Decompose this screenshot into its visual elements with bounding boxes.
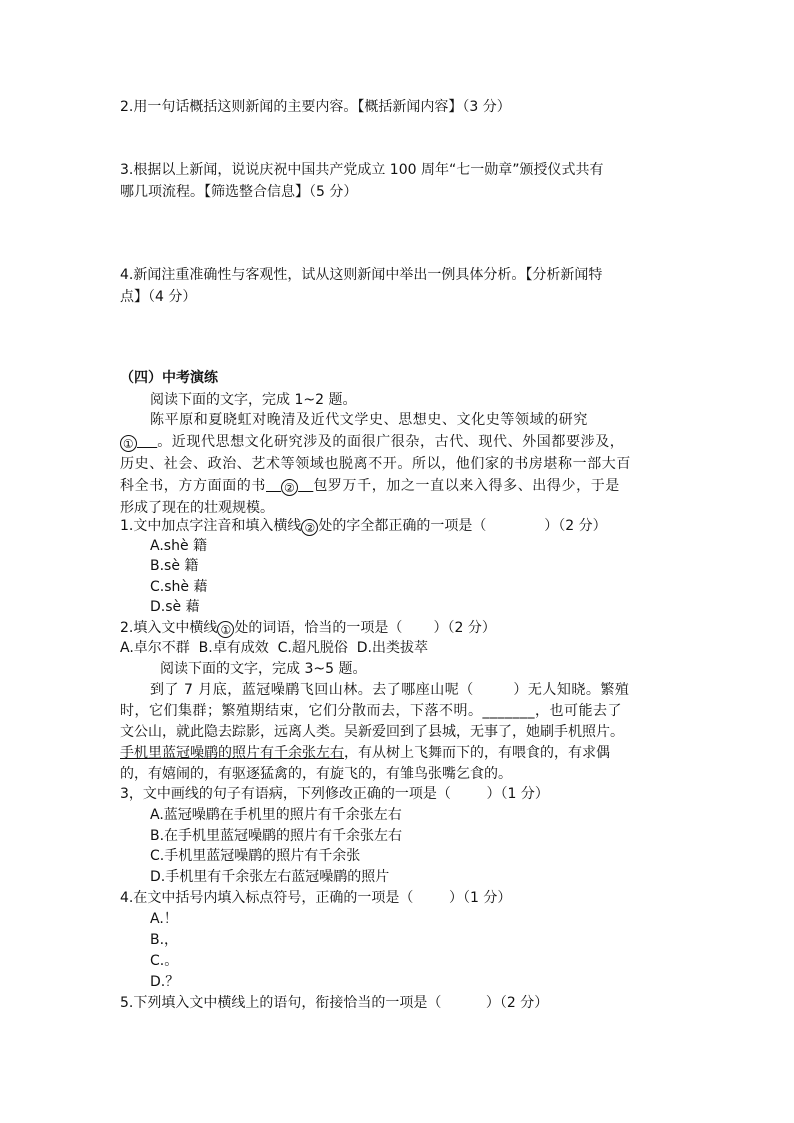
passage-1-line-4-a: 科全书，方方面面的书 <box>120 478 266 494</box>
mc-question-1-option-a: A.shè 籍 <box>150 538 208 554</box>
mc-question-3-option-d: D.手机里有千余张左右蓝冠噪鹛的照片 <box>150 869 390 885</box>
mc-question-1-option-d: D.sè 藉 <box>150 599 200 615</box>
passage-1-line-2-text: 。近现代思想文化研究涉及的面很广很杂，古代、现代、外国都要涉及， <box>157 434 625 450</box>
blank-1-marker: ① <box>120 435 137 452</box>
passage-2-line-5: 的，有嬉闹的，有驱逐猛禽的，有旋飞的，有雏鸟张嘴乞食的。 <box>120 766 512 782</box>
passage-1-line-3: 历史、社会、政治、艺术等领域也脱离不开。所以，他们家的书房堪称一部大百 <box>120 456 631 472</box>
mc-question-4-option-c: C.。 <box>150 953 179 969</box>
question-4-line-2: 点】（4 分） <box>120 289 197 305</box>
mc-question-2-stem-b: 处的词语，恰当的一项是（ ）（2 分） <box>234 620 496 636</box>
passage-1-line-4-b: 包罗万千，加之一直以来入得多、出得少，于是 <box>313 478 620 494</box>
mc-question-3-option-a: A.蓝冠噪鹛在手机里的照片有千余张左右 <box>150 807 402 823</box>
mc-question-3-option-c: C.手机里蓝冠噪鹛的照片有千余张 <box>150 848 361 864</box>
question-3-line-1: 3.根据以上新闻，说说庆祝中国共产党成立 100 周年“七一勋章”颁授仪式共有 <box>120 162 604 178</box>
passage-2-line-3: 文公山，就此隐去踪影，远离人类。吴新爱回到了县城，无事了，她刷手机照片。 <box>120 724 624 740</box>
mc-question-3-stem: 3，文中画线的句子有语病，下列修改正确的一项是（ ）（1 分） <box>120 786 549 802</box>
blank-2-marker: ② <box>281 479 298 496</box>
passage-1-line-4 <box>120 476 620 496</box>
mc-question-1-stem <box>120 516 607 536</box>
mc-question-5-stem: 5.下列填入文中横线上的语句，衔接恰当的一项是（ ）（2 分） <box>120 995 549 1011</box>
mc-question-1-option-c: C.shè 藉 <box>150 579 208 595</box>
mc-question-3-option-b: B.在手机里蓝冠噪鹛的照片有千余张左右 <box>150 828 403 844</box>
mc-question-1-stem-a: 1.文中加点字注音和填入横线 <box>120 518 302 534</box>
passage-1-line-1: 陈平原和夏晓虹对晚清及近代文学史、思想史、文化史等领域的研究 <box>150 412 588 428</box>
blank-1 <box>120 434 157 450</box>
underlined-sentence: 手机里蓝冠噪鹛的照片有千余张左右 <box>120 745 344 761</box>
mc-question-2-options: A.卓尔不群 B.卓有成效 C.超凡脱俗 D.出类拔萃 <box>120 640 428 656</box>
mc-question-2-stem-a: 2.填入文中横线 <box>120 620 218 636</box>
reading-intro-2: 阅读下面的文字，完成 3~5 题。 <box>160 661 367 677</box>
passage-1-line-5: 形成了现在的壮观规模。 <box>120 500 274 516</box>
passage-2-line-1: 到了 7 月底，蓝冠噪鹛飞回山林。去了哪座山呢（ ）无人知晓。繁殖 <box>150 682 630 698</box>
section-heading: （四）中考演练 <box>120 370 218 386</box>
question-2-news-summary: 2.用一句话概括这则新闻的主要内容。【概括新闻内容】（3 分） <box>120 99 511 115</box>
passage-1-line-2 <box>120 432 624 452</box>
mc-question-4-option-d: D.？ <box>150 974 180 990</box>
blank-2 <box>266 478 313 494</box>
passage-2-line-2: 时，它们集群；繁殖期结束，它们分散而去，下落不明。_______，也可能去了 <box>120 703 622 719</box>
mc-question-4-option-a: A.！ <box>150 911 178 927</box>
reading-intro-1: 阅读下面的文字，完成 1~2 题。 <box>150 392 357 408</box>
question-4-line-1: 4.新闻注重准确性与客观性，试从这则新闻中举出一例具体分析。【分析新闻特 <box>120 267 603 283</box>
mc-question-4-option-b: B.， <box>150 932 179 948</box>
mc-question-1-marker: ② <box>301 519 318 536</box>
passage-2-line-4 <box>120 743 610 763</box>
question-3-line-2: 哪几项流程。【筛选整合信息】（5 分） <box>120 184 358 200</box>
mc-question-4-stem: 4.在文中括号内填入标点符号，正确的一项是（ ）（1 分） <box>120 890 512 906</box>
mc-question-1-option-b: B.sè 籍 <box>150 558 199 574</box>
mc-question-2-stem <box>120 618 496 638</box>
mc-question-2-marker: ① <box>217 621 234 638</box>
mc-question-1-stem-b: 处的字全都正确的一项是（ ）（2 分） <box>318 518 607 534</box>
passage-2-line-4-rest: ，有从树上飞舞而下的，有喂食的，有求偶 <box>344 745 610 761</box>
